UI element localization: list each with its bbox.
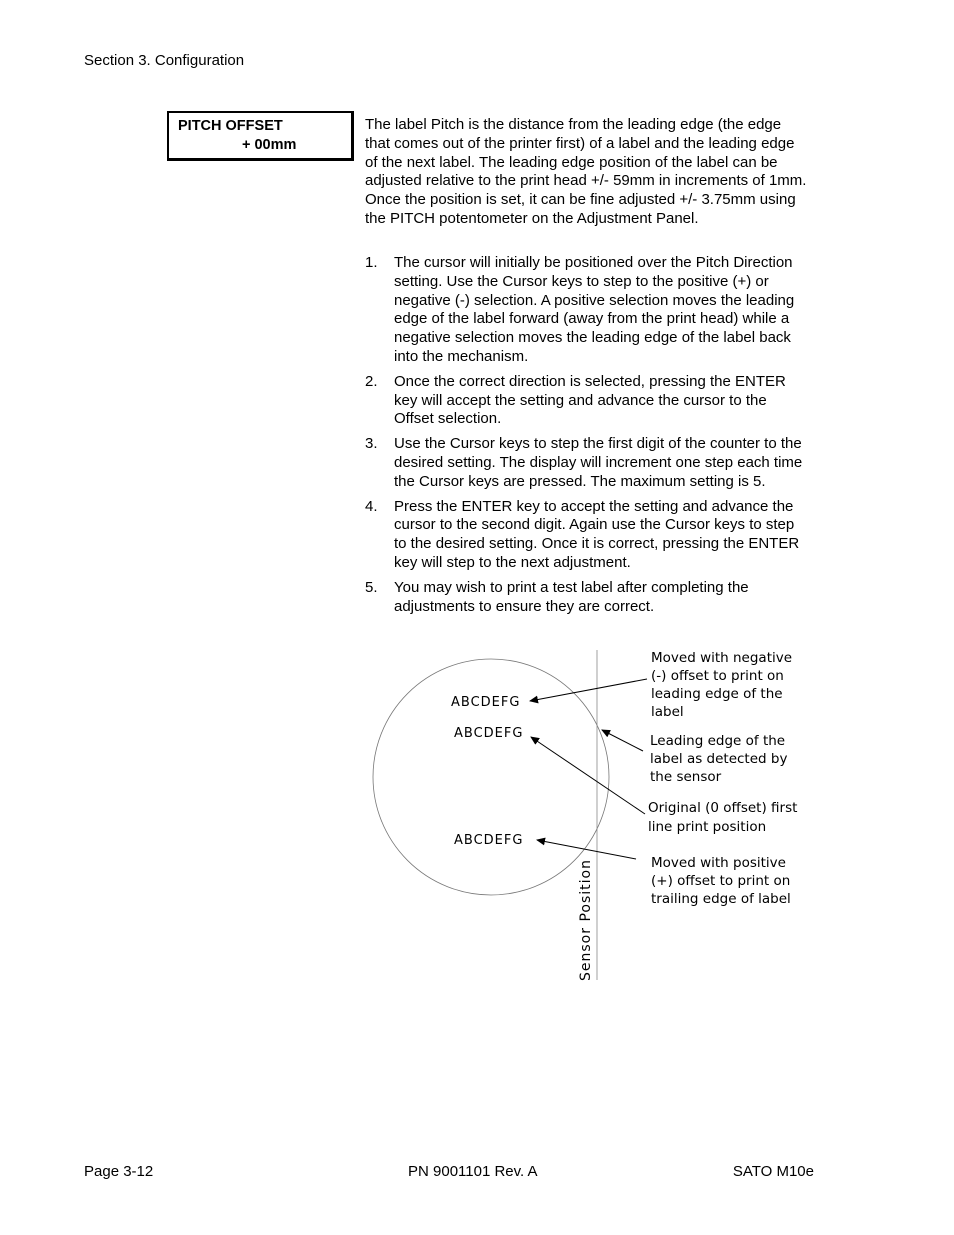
callout-line: Leading edge of the <box>650 733 786 749</box>
callout-line: trailing edge of label <box>651 891 791 907</box>
callout-line: Original (0 offset) first <box>648 800 798 816</box>
arrow-leading-edge <box>602 730 643 751</box>
sensor-position-label: Sensor Position <box>578 859 594 981</box>
display-line-1: PITCH OFFSET <box>178 118 283 134</box>
step-number: 1. <box>365 254 378 271</box>
sample-text-negative: ABCDEFG <box>451 695 521 710</box>
callout-line: (-) offset to print on <box>651 668 784 684</box>
callout-line: (+) offset to print on <box>651 873 791 889</box>
sample-text-original: ABCDEFG <box>454 726 524 741</box>
step-number: 5. <box>365 578 378 596</box>
footer-page-number: Page 3-12 <box>84 1163 154 1180</box>
callout-line: label <box>651 704 684 720</box>
step-text: Press the ENTER key to accept the setting and advance the cursor to the second digit. Again use the Cursor keys to step to the desired setting. Once it is correct, pressing the ENTER key will step to the next adjustment. <box>394 497 800 571</box>
footer-part-number: PN 9001101 Rev. A <box>408 1163 538 1180</box>
callout-line: the sensor <box>650 769 722 785</box>
footer-product-name: SATO M10e <box>732 1163 814 1180</box>
sample-text-positive: ABCDEFG <box>454 833 524 848</box>
callout-line: line print position <box>648 819 767 835</box>
arrow-positive <box>537 840 636 859</box>
callout-leading-edge <box>650 733 787 785</box>
step-number: 2. <box>365 372 378 390</box>
callout-original <box>648 800 797 835</box>
callout-line: Moved with negative <box>651 650 793 666</box>
callout-line: label as detected by <box>650 751 788 767</box>
intro-paragraph: The label Pitch is the distance from the leading edge (the edge that comes out of the printer first) of a label and the leading edge of the next label. The leading edge position of the label can be adjusted relative to the print head +/- 59mm in increments of 1mm. Once the position is set, it can be fine adjusted +/- 3.75mm using the PITCH potentometer on the Adjustment Panel. <box>365 116 807 227</box>
step-number: 4. <box>365 497 378 515</box>
step-text: The cursor will initially be positioned over the Pitch Direction setting. Use the Cursor keys to step to the positive (+) or negative (-) selection. A positive selection moves the leading edge of the label forward (away from the print head) while a negative selection moves the leading edge of the label back into the mechanism. <box>394 254 795 365</box>
step-number: 3. <box>365 435 378 453</box>
callout-positive <box>651 855 791 907</box>
section-header: Section 3. Configuration <box>84 52 245 69</box>
step-text: You may wish to print a test label after completing the adjustments to ensure they are correct. <box>394 578 749 615</box>
step-text: Once the correct direction is selected, pressing the ENTER key will accept the setting and advance the cursor to the Offset selection. <box>394 372 786 428</box>
step-text: Use the Cursor keys to step the first digit of the counter to the desired setting. The display will increment one step each time the Cursor keys are pressed. The maximum setting is 5. <box>394 435 803 490</box>
arrow-negative <box>530 679 647 701</box>
display-line-2: + 00mm <box>242 137 297 153</box>
callout-line: Moved with positive <box>651 855 786 871</box>
callout-line: leading edge of the <box>651 686 783 702</box>
arrow-original <box>531 737 645 814</box>
callout-negative <box>651 650 792 720</box>
